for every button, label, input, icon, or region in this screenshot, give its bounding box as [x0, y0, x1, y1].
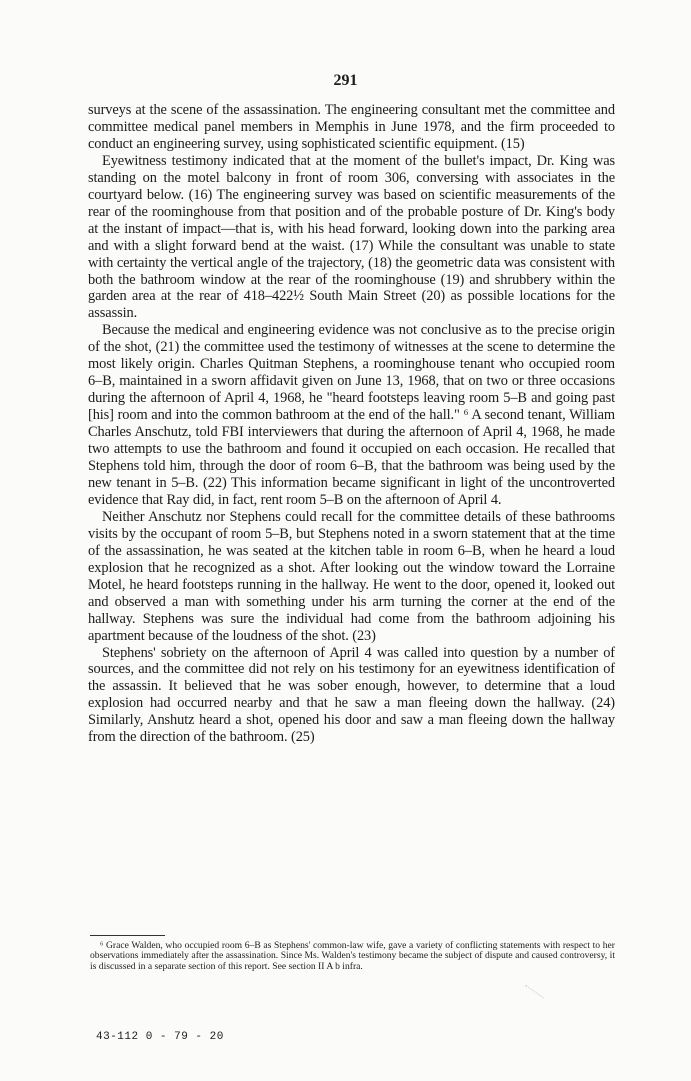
footnote: ⁶ Grace Walden, who occupied room 6–B as Stephens' common-law wife, gave a variety of conflicting statements with respect to her observations immediately after the assassination. Since Ms. Walden's testimony became the subject of dispute and caused controversy, it is discussed in a separate section of this report. See section II A b infra.	[90, 940, 615, 972]
scan-artifact	[518, 985, 543, 1008]
paragraph: surveys at the scene of the assassination. The engineering consultant met the committee and committee medical panel members in Memphis in June 1978, and the firm proceeded to conduct an engineering survey, using sophisticated scientific equipment. (15)	[88, 102, 615, 152]
page-number: 291	[333, 72, 358, 89]
paragraph: Eyewitness testimony indicated that at the moment of the bullet's impact, Dr. King was standing on the motel balcony in front of room 306, conversing with associates in the courtyard below. (16) The engineering survey was based on scientific measurements of the rear of the roominghouse from that position and of the probable posture of Dr. King's body at the instant of impact—that is, with his head forward, looking down into the parking area and with a slight forward bend at the waist. (17) While the consultant was unable to state with certainty the vertical angle of the trajectory, (18) the geometric data was consistent with both the bathroom window at the rear of the roominghouse (19) and shrubbery within the garden area at the rear of 418–422½ South Main Street (20) as possible locations for the assassin.	[88, 152, 615, 322]
paragraph: Neither Anschutz nor Stephens could recall for the committee details of these bathrooms visits by the occupant of room 5–B, but Stephens noted in a sworn statement that at the time of the assassination, he was seated at the kitchen table in room 6–B, when he heard a loud explosion that he recognized as a shot. After looking out the window toward the Lorraine Motel, he heard footsteps running in the hallway. He went to the door, opened it, looked out and observed a man with something under his arm turning the corner at the end of the hallway. Stephens was sure the individual had come from the bathroom adjoining his apartment because of the loudness of the shot. (23)	[88, 508, 615, 644]
paragraph: Stephens' sobriety on the afternoon of April 4 was called into question by a number of sources, and the committee did not rely on his testimony for an eyewitness identification of the assassin. It believed that he was sober enough, however, to determine that a loud explosion had occurred nearby and that he saw a man fleeing down the hallway. (24) Similarly, Anshutz heard a shot, opened his door and saw a man fleeing down the hallway from the direction of the bathroom. (25)	[88, 644, 615, 746]
paragraph: Because the medical and engineering evidence was not conclusive as to the precise origin of the shot, (21) the committee used the testimony of witnesses at the scene to determine the most likely origin. Charles Quitman Stephens, a roominghouse tenant who occupied room 6–B, maintained in a sworn affidavit given on June 13, 1968, that on two or three occasions during the afternoon of April 4, 1968, he "heard footsteps leaving room 5–B and going past [his] room and into the common bathroom at the end of the hall." ⁶ A second tenant, William Charles Anschutz, told FBI interviewers that during the afternoon of April 4, 1968, he made two attempts to use the bathroom and found it occupied on each occasion. He recalled that Stephens told him, through the door of room 6–B, that the bathroom was being used by the new tenant in 5–B. (22) This information became significant in light of the uncontroverted evidence that Ray did, in fact, rent room 5–B on the afternoon of April 4.	[88, 322, 615, 508]
body-text	[88, 102, 615, 746]
footnote-divider	[90, 935, 165, 936]
document-code: 43-112 0 - 79 - 20	[96, 1031, 224, 1043]
